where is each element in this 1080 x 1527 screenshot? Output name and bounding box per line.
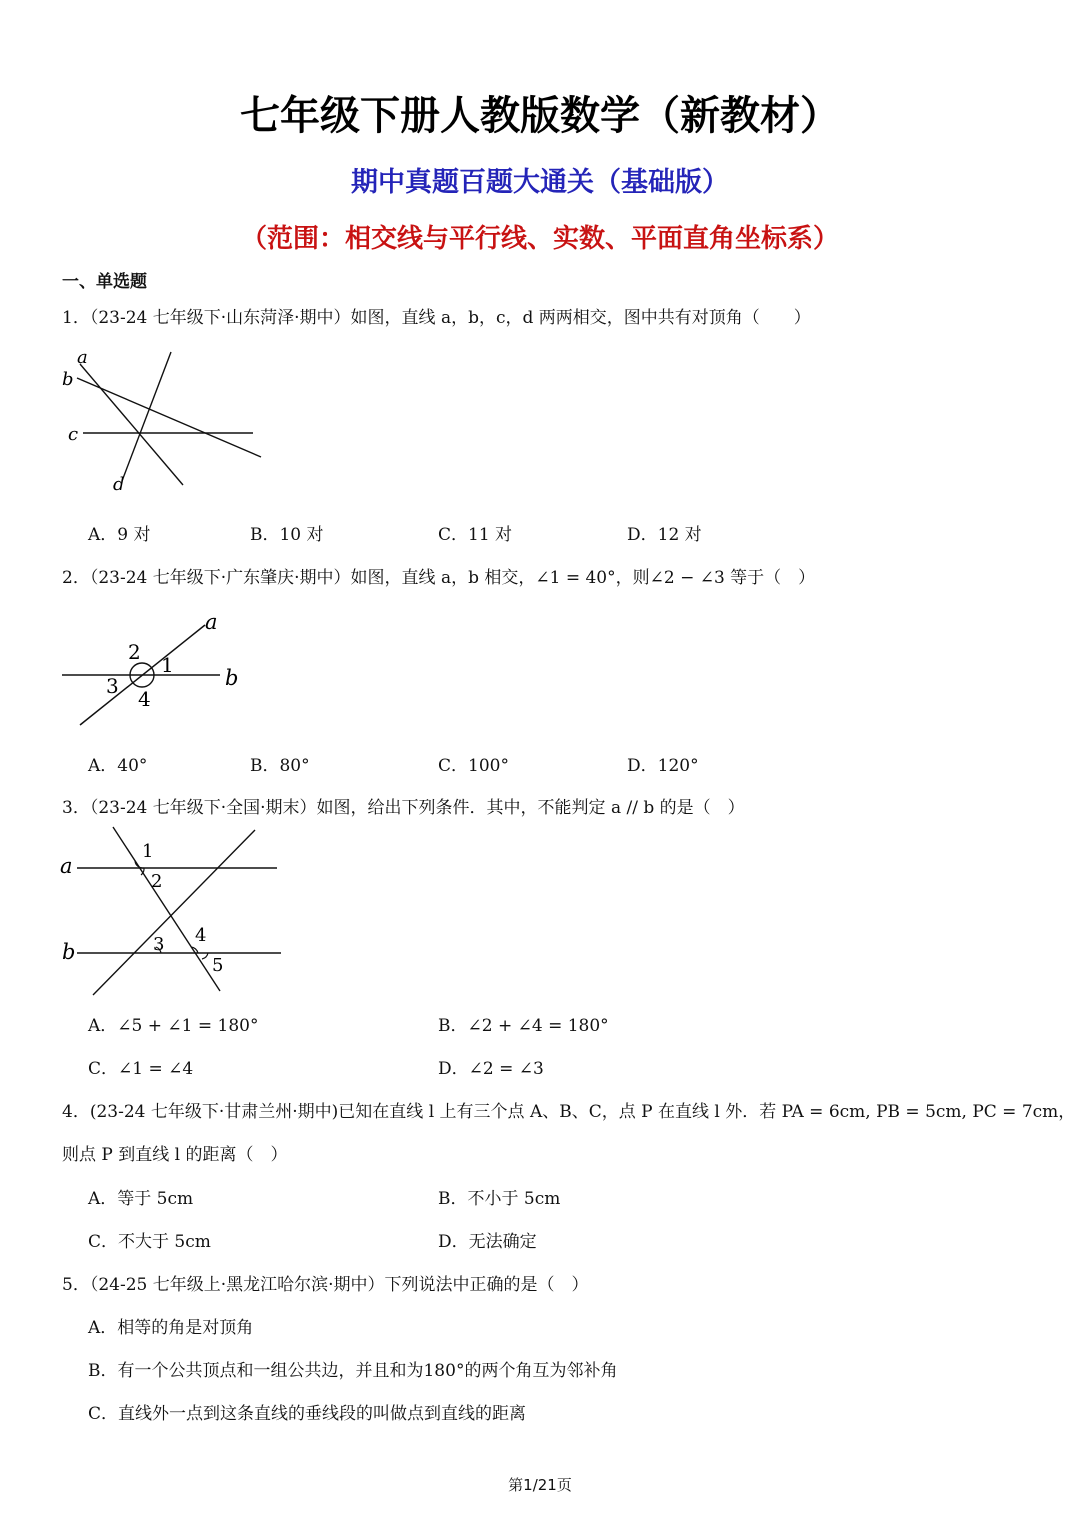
question-3-text: 3．（23-24 七年级下·全国·期末）如图，给出下列条件．其中，不能判定 a // b 的是（ ） [62,798,745,818]
label-a: a [60,854,73,878]
label-2: 2 [151,871,163,892]
question-2-option-b[interactable]: B．80° [250,756,310,776]
label-1: 1 [142,841,154,862]
label-3: 3 [106,674,119,698]
question-4-text: 4．(23-24 七年级下·甘肃兰州·期中)已知在直线 l 上有三个点 A、B、C，点 P 在直线 l 外．若 PA = 6cm, PB = 5cm, PC = 7cm， [62,1102,1076,1122]
label-b: b [62,369,74,390]
question-4-option-b[interactable]: B．不小于 5cm [438,1189,561,1209]
question-4-option-d[interactable]: D．无法确定 [438,1232,537,1252]
question-4-option-c[interactable]: C．不大于 5cm [88,1232,211,1252]
label-c: c [68,424,79,445]
label-a: a [77,347,88,368]
label-3: 3 [153,934,165,955]
transversal-1 [113,827,220,991]
label-a: a [205,610,218,634]
label-2: 2 [128,640,141,664]
question-5-option-c[interactable]: C．直线外一点到这条直线的垂线段的叫做点到直线的距离 [88,1404,527,1424]
label-b: b [225,666,239,690]
question-2-figure [55,605,255,735]
question-3-option-d[interactable]: D．∠2 = ∠3 [438,1059,544,1079]
question-1-text: 1．（23-24 七年级下·山东菏泽·期中）如图，直线 a，b，c，d 两两相交，图中共有对顶角（ ） [62,308,811,328]
transversal-2 [93,830,255,995]
line-b [77,378,261,457]
question-3-option-b[interactable]: B．∠2 + ∠4 = 180° [438,1016,609,1036]
question-2-option-a[interactable]: A．40° [88,756,148,776]
document-title: 七年级下册人教版数学（新教材） [240,93,840,139]
label-4: 4 [195,925,207,946]
arc-5 [202,953,208,959]
question-4-text-line2: 则点 P 到直线 l 的距离（ ） [62,1145,288,1165]
question-2-option-c[interactable]: C．100° [438,756,509,776]
question-5-text: 5．（24-25 七年级上·黑龙江哈尔滨·期中）下列说法中正确的是（ ） [62,1275,589,1295]
document-subtitle: 期中真题百题大通关（基础版） [351,167,729,198]
question-3-option-a[interactable]: A．∠5 + ∠1 = 180° [88,1016,259,1036]
label-b: b [62,940,76,964]
line-a [80,364,183,485]
section-title: 一、单选题 [62,272,147,292]
question-1-figure [55,345,275,495]
question-3-option-c[interactable]: C．∠1 = ∠4 [88,1059,194,1079]
document-range: （范围：相交线与平行线、实数、平面直角坐标系） [240,224,839,254]
question-1-option-c[interactable]: C．11 对 [438,525,513,545]
label-1: 1 [161,653,174,677]
question-2-text: 2．（23-24 七年级下·广东肇庆·期中）如图，直线 a，b 相交，∠1 = 40°，则∠2 − ∠3 等于（ ） [62,568,816,588]
question-5-option-b[interactable]: B．有一个公共顶点和一组公共边，并且和为180°的两个角互为邻补角 [88,1361,618,1381]
question-4-option-a[interactable]: A．等于 5cm [88,1189,194,1209]
label-d: d [113,474,125,495]
question-1-option-a[interactable]: A．9 对 [88,525,151,545]
question-5-option-a[interactable]: A．相等的角是对顶角 [88,1318,254,1338]
question-2-option-d[interactable]: D．120° [627,756,699,776]
label-5: 5 [212,955,224,976]
label-4: 4 [138,687,151,711]
question-1-option-d[interactable]: D．12 对 [627,525,702,545]
question-1-option-b[interactable]: B．10 对 [250,525,324,545]
page-number: 第1/21页 [508,1476,572,1494]
question-3-figure [55,823,295,1003]
